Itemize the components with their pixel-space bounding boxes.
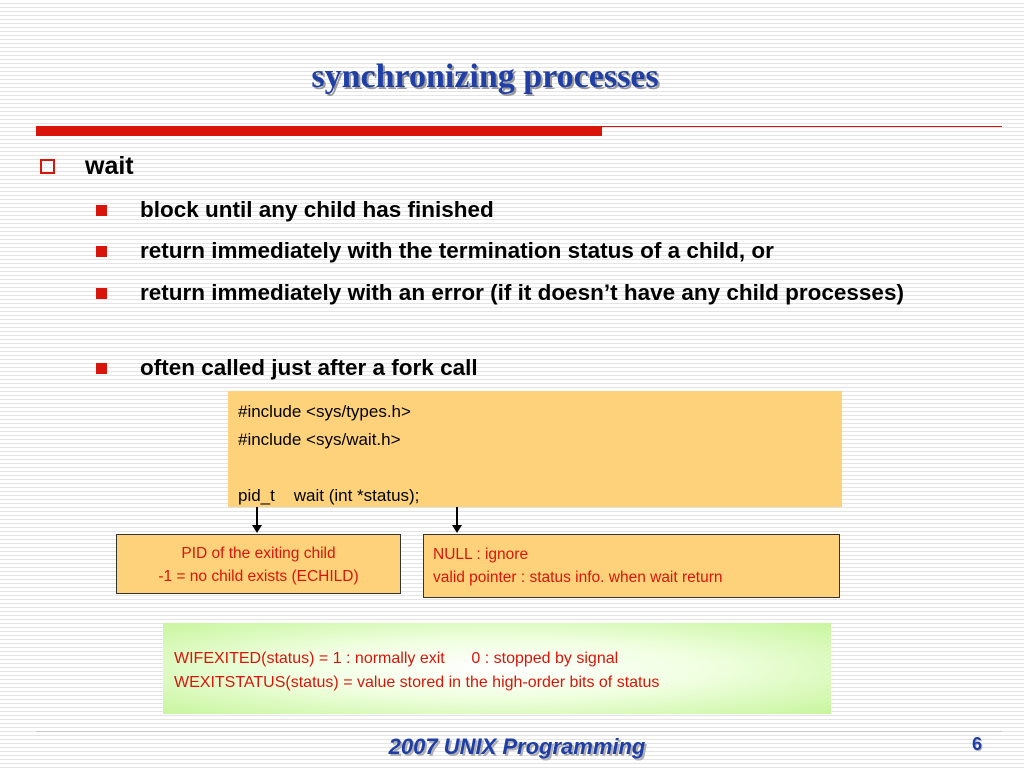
arrow-down-icon [452, 525, 462, 533]
filled-square-icon [96, 363, 107, 374]
bullet-text: return immediately with an error (if it doesn’t have any child processes) [140, 280, 904, 305]
heading-bullet [40, 152, 134, 181]
heading-text: wait [85, 152, 134, 180]
title-underline-line [602, 126, 1002, 127]
arrow-pid [256, 507, 258, 527]
filled-square-icon [96, 288, 107, 299]
bullet-text: return immediately with the termination status of a child, or [140, 238, 774, 263]
filled-square-icon [96, 246, 107, 257]
bullet-text: block until any child has finished [140, 197, 494, 222]
code-line: #include <sys/wait.h> [238, 430, 401, 449]
footer-divider [36, 731, 1002, 732]
code-line: #include <sys/types.h> [238, 402, 411, 421]
filled-square-icon [96, 205, 107, 216]
code-line: pid_t wait (int *status); [238, 486, 420, 505]
code-line [238, 454, 832, 482]
arrow-down-icon [252, 525, 262, 533]
footer-text: 2007 UNIX Programming [388, 734, 646, 759]
title-underline-bar [36, 126, 602, 136]
bullet-item [96, 351, 990, 385]
hollow-square-icon [40, 159, 55, 174]
return-value-note [116, 534, 401, 594]
macro-line: WEXITSTATUS(status) = value stored in the high-order bits of status [174, 674, 660, 691]
bullet-text: often called just after a fork call [140, 355, 478, 380]
bullet-item [96, 234, 990, 268]
slide-title: synchronizing processes [311, 58, 659, 95]
note-line: PID of the exiting child [181, 545, 336, 562]
code-box [228, 391, 842, 507]
macro-line: WIFEXITED(status) = 1 : normally exit 0 : stopped by signal [174, 650, 619, 667]
note-line: valid pointer : status info. when wait return [433, 569, 723, 586]
note-line: -1 = no child exists (ECHILD) [158, 568, 359, 585]
bullet-item [96, 193, 990, 227]
status-arg-note [423, 534, 840, 598]
page-number: 6 [972, 734, 983, 754]
arrow-status [456, 507, 458, 527]
status-macros-box [163, 623, 831, 714]
bullet-item [96, 276, 960, 310]
note-line: NULL : ignore [433, 546, 529, 563]
